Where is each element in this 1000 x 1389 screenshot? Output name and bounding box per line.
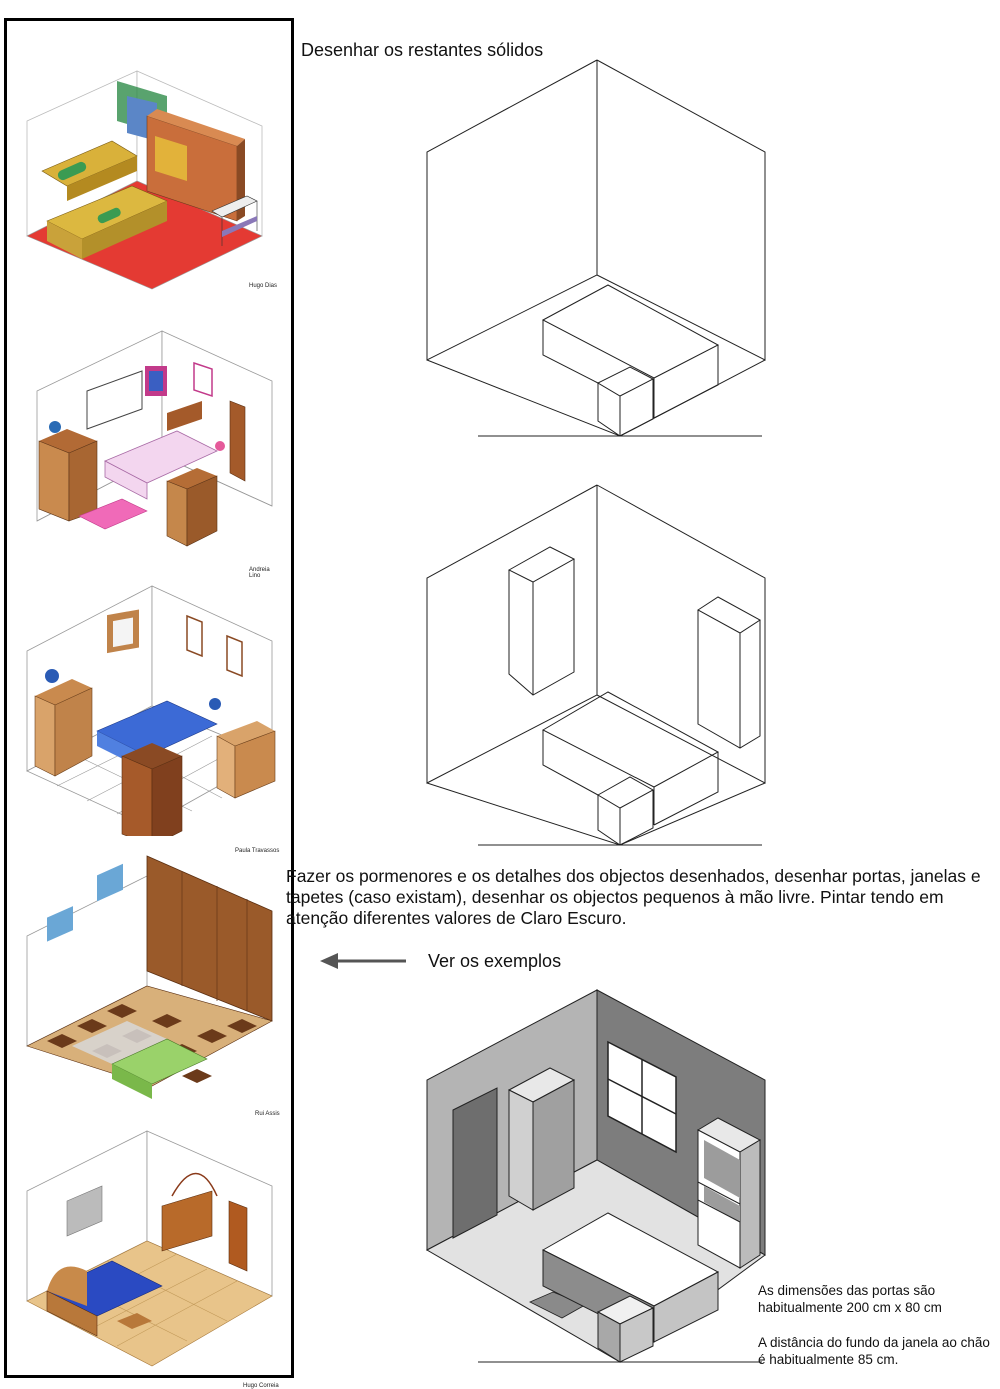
- exercise-heading: Desenhar os restantes sólidos: [301, 40, 544, 60]
- room-drawing-3: [17, 576, 282, 836]
- room-drawing-2: [17, 321, 282, 561]
- door-dimensions-note: As dimensões das portas são habitualmente 200 cm x 80 cm: [758, 1283, 942, 1315]
- example-author-4: Rui Assis: [255, 1111, 280, 1117]
- see-examples: [320, 948, 580, 974]
- arrow-left-icon: [320, 948, 410, 974]
- room-drawing-4: [17, 851, 282, 1101]
- room-drawing-1: [17, 61, 282, 291]
- example-drawing-1: [17, 61, 282, 291]
- example-drawing-4: [17, 851, 282, 1117]
- room-outline-diagram-1: [420, 55, 780, 445]
- example-drawing-3: [17, 576, 282, 854]
- shaded-room-diagram: [420, 985, 785, 1370]
- example-author-3: Paula Travassos: [235, 848, 280, 854]
- instructions-text: Fazer os pormenores e os detalhes dos objectos desenhados, desenhar portas, janelas e tapetes (caso existam), desenhar os objectos pequenos à mão livre. Pintar tendo em atenção diferentes valores de Claro Escuro.: [286, 866, 981, 928]
- example-author-5: Hugo Correia: [243, 1383, 279, 1389]
- room-drawing-5: [17, 1121, 282, 1371]
- examples-panel: [4, 18, 294, 1389]
- example-drawing-5: [17, 1121, 282, 1389]
- example-author-2: Andreia Lino: [249, 567, 270, 579]
- example-drawing-2: [17, 321, 282, 579]
- see-examples-label: Ver os exemplos: [428, 951, 562, 971]
- example-author-1: Hugo Dias: [249, 283, 278, 289]
- window-height-note: A distância do fundo da janela ao chão é habitualmente 85 cm.: [758, 1335, 990, 1367]
- room-outline-diagram-2: [420, 480, 780, 850]
